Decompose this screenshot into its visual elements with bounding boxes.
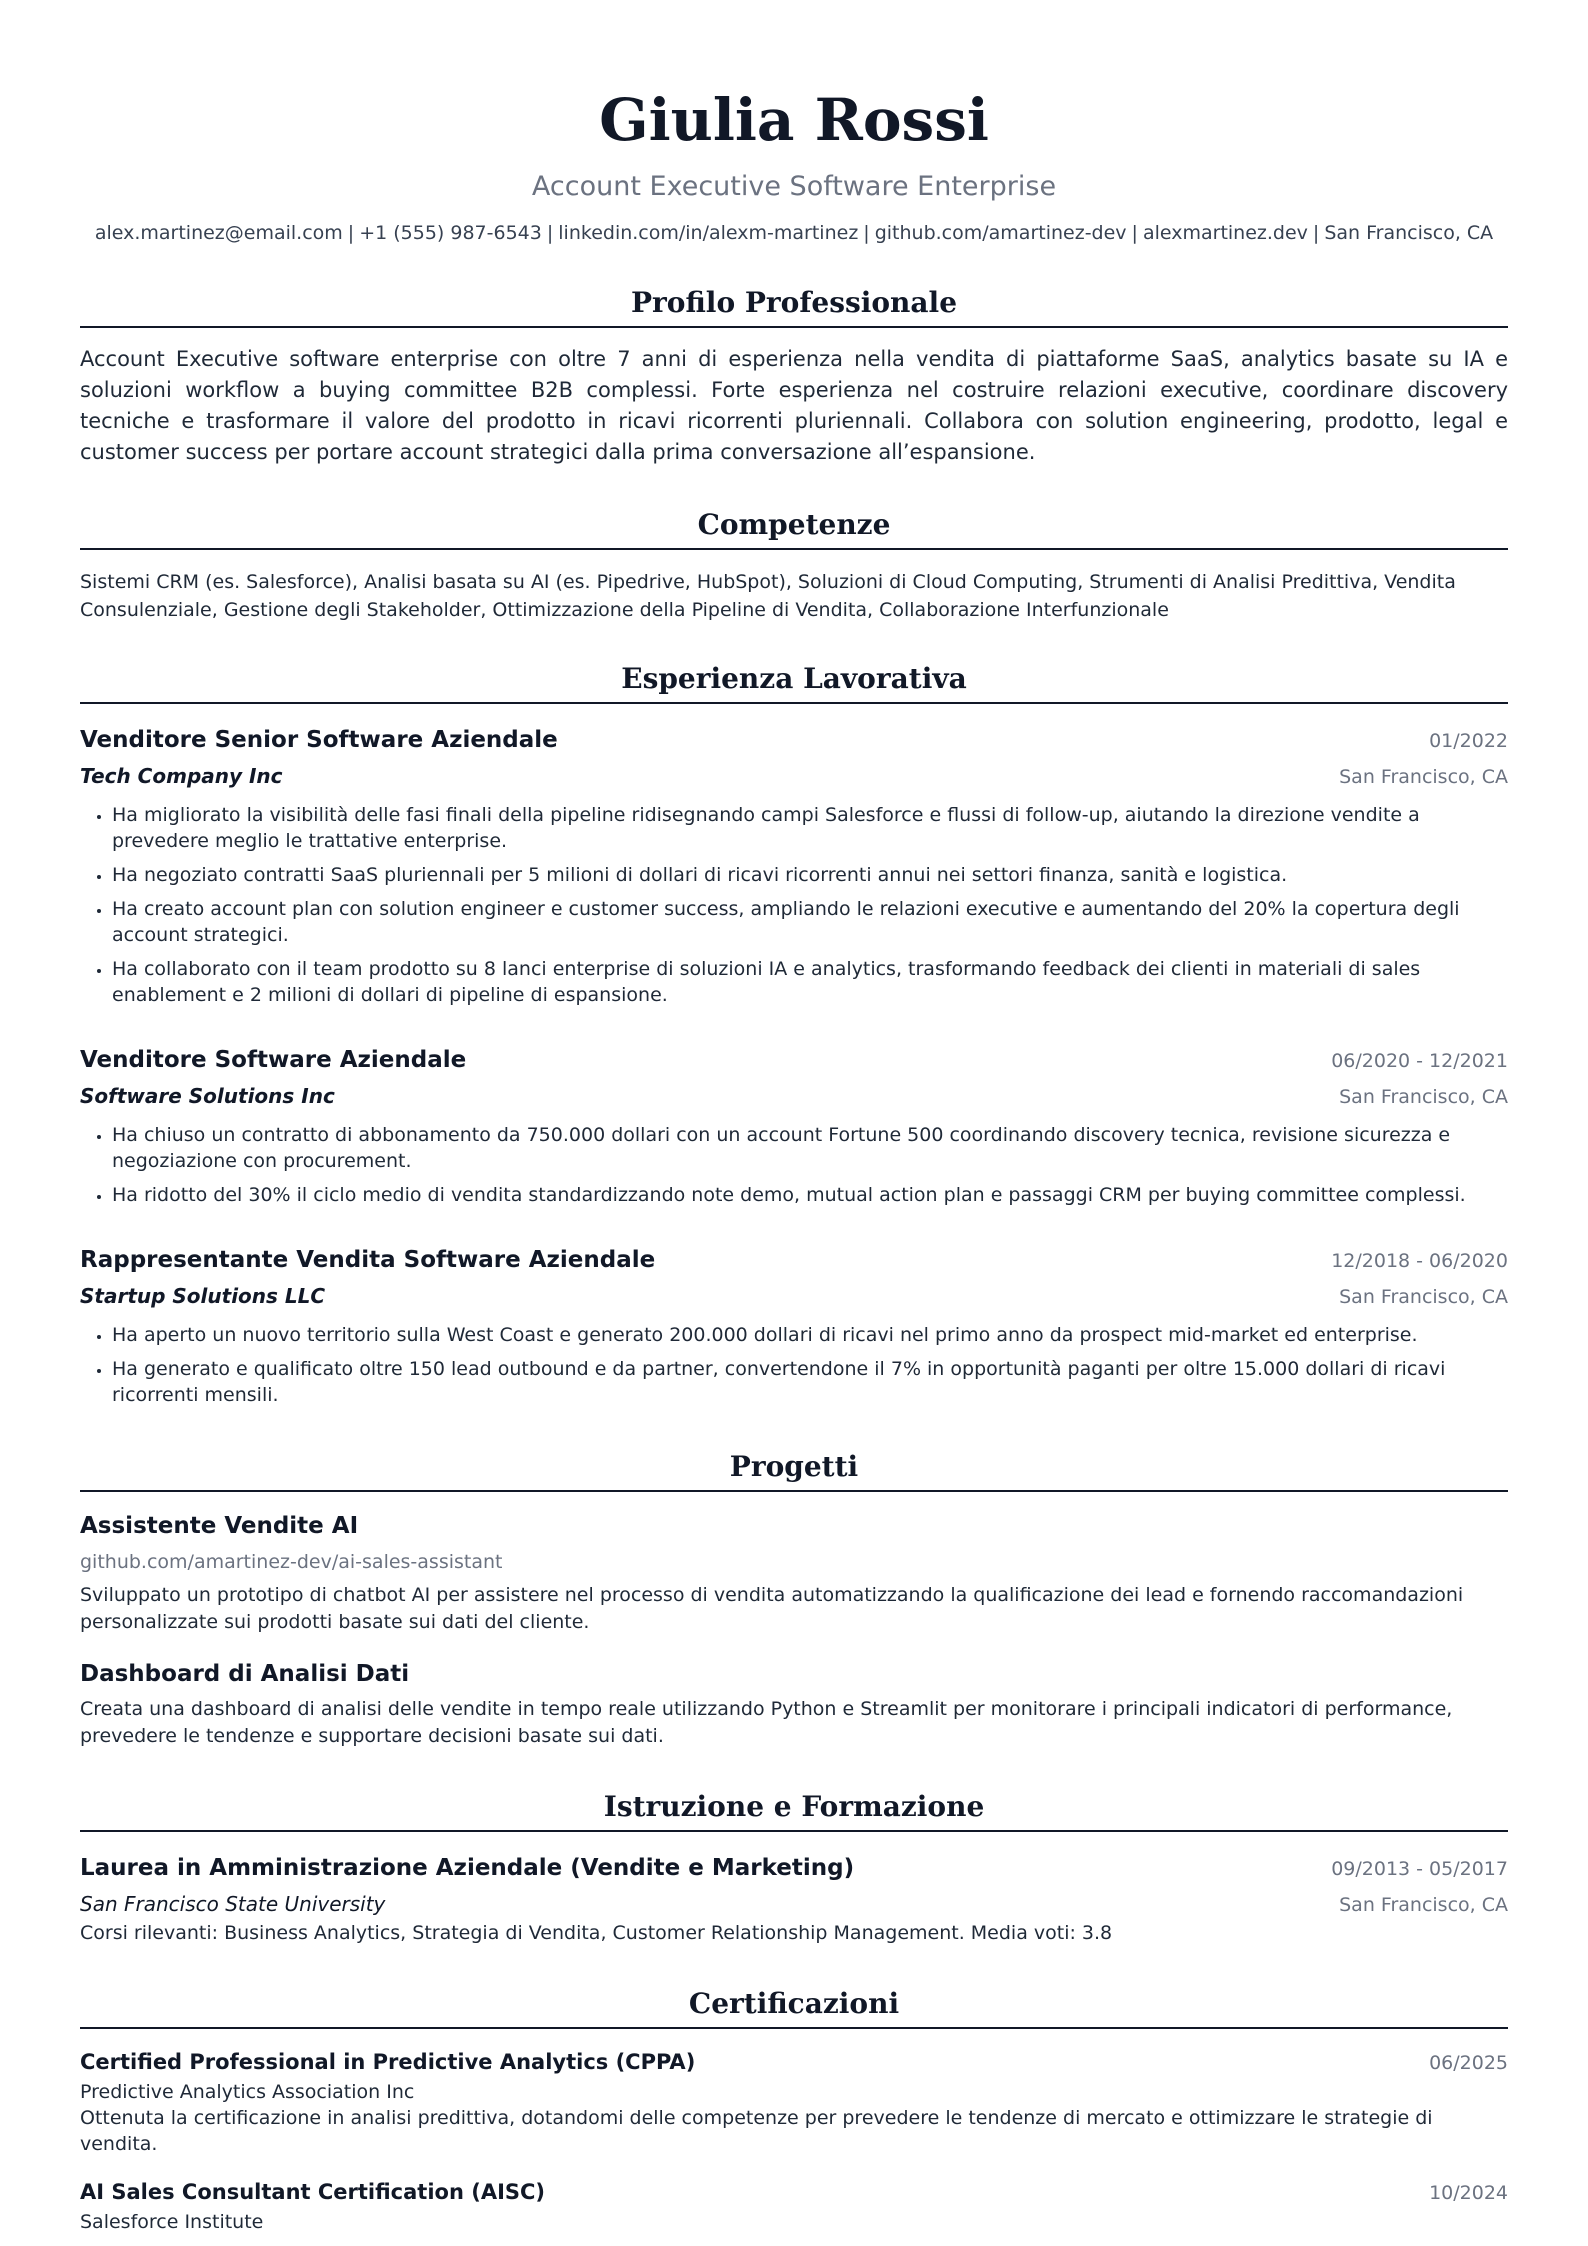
certification-issuer: Salesforce Institute [80, 2211, 264, 2233]
job-location: San Francisco, CA [1339, 1286, 1508, 1308]
job-title: Rappresentante Vendita Software Aziendale [80, 1247, 656, 1273]
profile-summary: Account Executive software enterprise con oltre 7 anni di esperienza nella vendita di piattaforme SaaS, analytics basate su IA e soluzioni workflow a buying committee B2B complessi. Forte esperienza nel costruire relazioni executive, coordinare discovery tecniche e trasformare il valore del prodotto in ricavi ricorrenti pluriennali. Collabora con solution engineering, prodotto, legal e customer success per portare account strategici dalla prima conversazione all’espansione. [80, 347, 1508, 464]
contact-line [80, 220, 1508, 246]
job-bullet: • Ha ridotto del 30% il ciclo medio di vendita standardizzando note demo, mutual action plan e passaggi CRM per buying committee complessi. [112, 1182, 1508, 1208]
job-company: Startup Solutions LLC [80, 1284, 326, 1308]
contact-separator: | [863, 222, 870, 244]
contact-separator: | [1312, 222, 1320, 244]
contact-phone[interactable]: +1 (555) 987-6543 [359, 222, 542, 244]
certification-entry [80, 2047, 1508, 2157]
job-company: Tech Company Inc [80, 764, 283, 788]
section-heading-education: Istruzione e Formazione [80, 1790, 1508, 1832]
project-title: Assistente Vendite AI [80, 1513, 359, 1539]
certification-date: 10/2024 [1429, 2182, 1508, 2204]
certification-title: AI Sales Consultant Certification (AISC) [80, 2180, 546, 2204]
contact-website[interactable]: alexmartinez.dev [1142, 222, 1308, 244]
contact-separator: | [1131, 222, 1138, 244]
certification-entry [80, 2177, 1508, 2235]
job-bullets [80, 1322, 1508, 1408]
certification-description: Ottenuta la certificazione in analisi predittiva, dotandomi delle competenze per prevedere le tendenze di mercato e ottimizzare le strategie di vendita. [80, 2107, 1433, 2155]
job-bullet: • Ha generato e qualificato oltre 150 lead outbound e da partner, convertendone il 7% in opportunità paganti per oltre 15.000 dollari di ricavi ricorrenti mensili. [112, 1356, 1508, 1408]
job-title: Venditore Senior Software Aziendale [80, 727, 558, 753]
certification-date: 06/2025 [1429, 2052, 1508, 2074]
education-date: 09/2013 - 05/2017 [1331, 1858, 1508, 1880]
project-link[interactable]: github.com/amartinez-dev/ai-sales-assistant [80, 1551, 503, 1573]
education-location: San Francisco, CA [1339, 1894, 1508, 1916]
job-bullet: • Ha collaborato con il team prodotto su 8 lanci enterprise di soluzioni IA e analytics, trasformando feedback dei clienti in materiali di sales enablement e 2 milioni di dollari di pipeline di espansione. [112, 956, 1508, 1008]
job-bullet: • Ha negoziato contratti SaaS pluriennali per 5 milioni di dollari di ricavi ricorrenti annui nei settori finanza, sanità e logistica. [112, 862, 1508, 888]
job-bullet: • Ha aperto un nuovo territorio sulla West Coast e generato 200.000 dollari di ricavi nel primo anno da prospect mid-market ed enterprise. [112, 1322, 1508, 1348]
section-heading-skills: Competenze [80, 508, 1508, 550]
candidate-name: Giulia Rossi [599, 86, 989, 154]
education-school: San Francisco State University [80, 1892, 386, 1916]
contact-email[interactable]: alex.martinez@email.com [94, 222, 343, 244]
contact-linkedin[interactable]: linkedin.com/in/alexm-martinez [558, 222, 859, 244]
contact-separator: | [347, 222, 355, 244]
section-heading-projects: Progetti [80, 1450, 1508, 1492]
job-bullet: • Ha migliorato la visibilità delle fasi finali della pipeline ridisegnando campi Salesforce e flussi di follow-up, aiutando la direzione vendite a prevedere meglio le trattative enterprise. [112, 802, 1508, 854]
project-entry [80, 1510, 1508, 1636]
job-bullet: • Ha creato account plan con solution engineer e customer success, ampliando le relazioni executive e aumentando del 20% la copertura degli account strategici. [112, 896, 1508, 948]
education-description: Corsi rilevanti: Business Analytics, Strategia di Vendita, Customer Relationship Management. Media voti: 3.8 [80, 1922, 1113, 1944]
job-entry [80, 724, 1508, 1008]
skills-list: Sistemi CRM (es. Salesforce), Analisi basata su AI (es. Pipedrive, HubSpot), Soluzioni di Cloud Computing, Strumenti di Analisi Predittiva, Vendita Consulenziale, Gestione degli Stakeholder, Ottimizzazione della Pipeline di Vendita, Collaborazione Interfunzionale [80, 571, 1456, 621]
job-entry [80, 1044, 1508, 1208]
project-description: Sviluppato un prototipo di chatbot AI per assistere nel processo di vendita automatizzando la qualificazione dei lead e fornendo raccomandazioni personalizzate sui prodotti basate sui dati del cliente. [80, 1584, 1464, 1633]
candidate-title: Account Executive Software Enterprise [531, 171, 1057, 202]
job-company: Software Solutions Inc [80, 1084, 335, 1108]
contact-separator: | [546, 222, 554, 244]
contact-github[interactable]: github.com/amartinez-dev [874, 222, 1127, 244]
job-date: 06/2020 - 12/2021 [1331, 1050, 1508, 1072]
section-heading-experience: Esperienza Lavorativa [80, 662, 1508, 704]
project-entry [80, 1658, 1508, 1750]
section-heading-certifications: Certificazioni [80, 1987, 1508, 2029]
job-bullet: • Ha chiuso un contratto di abbonamento da 750.000 dollari con un account Fortune 500 coordinando discovery tecnica, revisione sicurezza e negoziazione con procurement. [112, 1122, 1508, 1174]
certification-issuer: Predictive Analytics Association Inc [80, 2081, 415, 2103]
job-location: San Francisco, CA [1339, 766, 1508, 788]
section-heading-profile: Profilo Professionale [80, 286, 1508, 328]
job-title: Venditore Software Aziendale [80, 1047, 467, 1073]
job-date: 01/2022 [1429, 730, 1508, 752]
project-description: Creata una dashboard di analisi delle vendite in tempo reale utilizzando Python e Streamlit per monitorare i principali indicatori di performance, prevedere le tendenze e supportare decisioni basate sui dati. [80, 1698, 1453, 1747]
contact-location: San Francisco, CA [1324, 222, 1494, 244]
job-entry [80, 1244, 1508, 1408]
job-location: San Francisco, CA [1339, 1086, 1508, 1108]
certification-title: Certified Professional in Predictive Analytics (CPPA) [80, 2050, 696, 2074]
job-bullets [80, 802, 1508, 1008]
job-date: 12/2018 - 06/2020 [1331, 1250, 1508, 1272]
resume-page [80, 0, 1508, 2235]
job-bullets [80, 1122, 1508, 1208]
education-degree: Laurea in Amministrazione Aziendale (Vendite e Marketing) [80, 1855, 855, 1881]
education-entry [80, 1852, 1508, 1947]
project-title: Dashboard di Analisi Dati [80, 1661, 410, 1687]
